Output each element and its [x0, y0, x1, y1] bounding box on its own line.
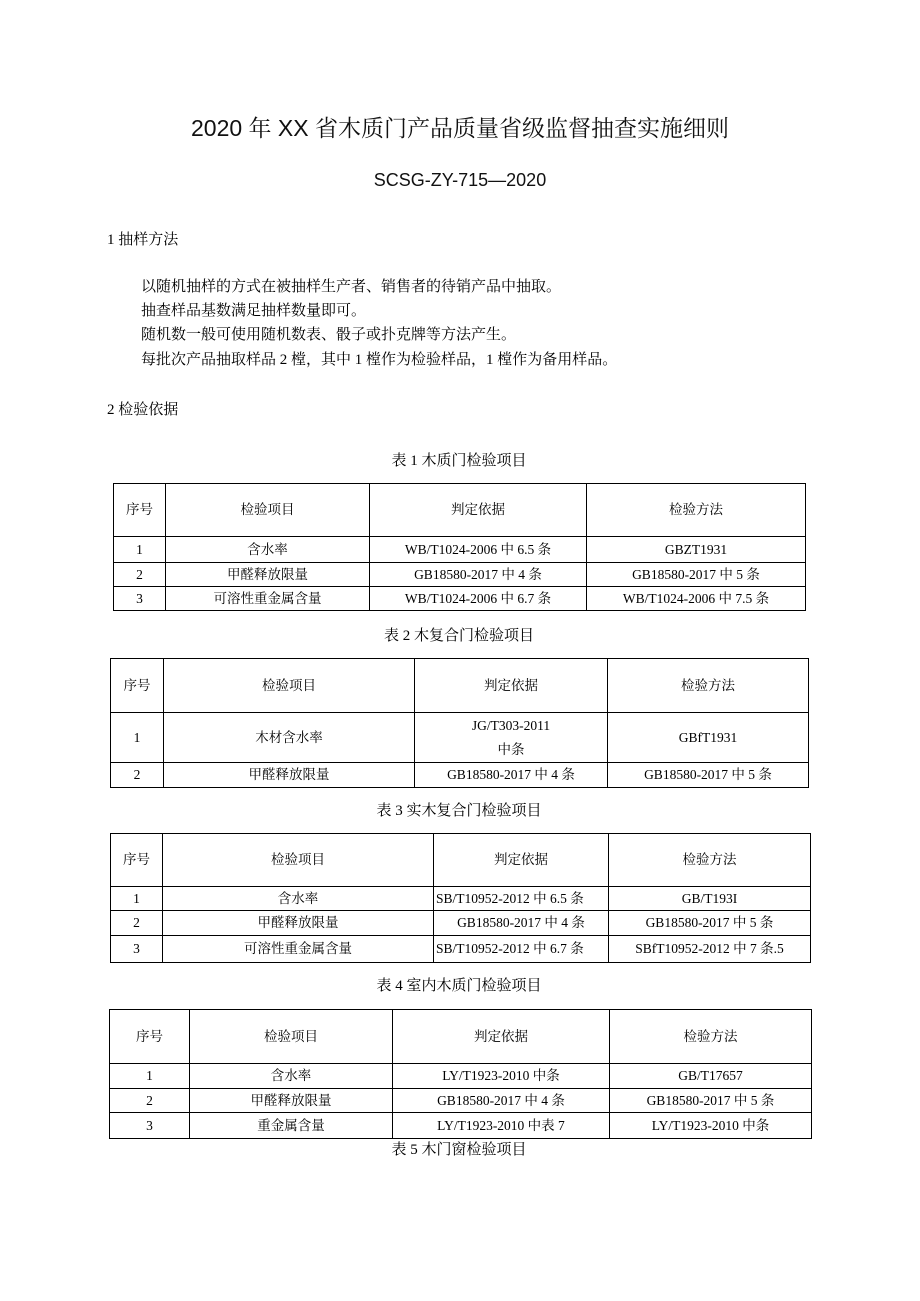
table-header-cell: 序号	[110, 1010, 190, 1064]
table-cell: LY/T1923-2010 中条	[393, 1064, 610, 1089]
table-cell: 1	[111, 887, 163, 911]
table-header-cell: 检验方法	[609, 834, 811, 887]
table-header-cell: 检验项目	[166, 484, 370, 537]
table-header-cell: 检验方法	[610, 1010, 812, 1064]
paragraph: 抽查样品基数满足抽样数量即可。	[141, 303, 367, 319]
table-cell: LY/T1923-2010 中条	[610, 1113, 812, 1139]
table-cell: 2	[111, 763, 164, 788]
table-row	[111, 887, 811, 911]
table-row	[114, 563, 806, 587]
table-cell: SB/T10952-2012 中 6.5 条	[434, 887, 609, 911]
table-cell: GB18580-2017 中 4 条	[415, 763, 608, 788]
table-header-cell: 判定依据	[393, 1010, 610, 1064]
table-header-cell: 检验方法	[608, 659, 809, 713]
table-cell: WB/T1024-2006 中 7.5 条	[587, 587, 806, 611]
table-cell: GBZT1931	[587, 537, 806, 563]
section-heading-basis: 2 检验依据	[107, 402, 179, 418]
table-cell: 甲醛释放限量	[166, 563, 370, 587]
table-header-cell: 检验项目	[190, 1010, 393, 1064]
table-cell: GB18580-2017 中 5 条	[610, 1089, 812, 1113]
table-cell: SBfT10952-2012 中 7 条.5	[609, 936, 811, 963]
table-cell: 3	[111, 936, 163, 963]
paragraph: 每批次产品抽取样品 2 樘，其中 1 樘作为检验样品，1 樘作为备用样品。	[141, 352, 618, 368]
table-row	[111, 936, 811, 963]
table-cell: 木材含水率	[164, 713, 415, 763]
table-cell: GB18580-2017 中 5 条	[608, 763, 809, 788]
table-cell: GBfT1931	[608, 713, 809, 763]
table-cell: GB18580-2017 中 4 条	[370, 563, 587, 587]
table-cell: 重金属含量	[190, 1113, 393, 1139]
table-cell: WB/T1024-2006 中 6.5 条	[370, 537, 587, 563]
table-cell: 2	[110, 1089, 190, 1113]
table-row	[110, 1064, 812, 1089]
table-cell: 含水率	[166, 537, 370, 563]
inspection-table-2	[110, 658, 809, 788]
table-header-row	[111, 659, 809, 713]
document-code: SCSG-ZY-715—2020	[373, 170, 547, 190]
table-cell: 含水率	[163, 887, 434, 911]
table-cell: 可溶性重金属含量	[166, 587, 370, 611]
table-caption: 表 2 木复合门检验项目	[383, 628, 534, 644]
table-row	[111, 713, 809, 763]
table-cell: 甲醛释放限量	[163, 911, 434, 936]
table-row	[114, 587, 806, 611]
table-header-cell: 序号	[111, 834, 163, 887]
table-cell: GB/T193I	[609, 887, 811, 911]
table-header-row	[111, 834, 811, 887]
table-header-row	[110, 1010, 812, 1064]
table-cell: 甲醛释放限量	[190, 1089, 393, 1113]
table-cell: 2	[114, 563, 166, 587]
table-row	[114, 537, 806, 563]
table-cell: GB18580-2017 中 5 条	[609, 911, 811, 936]
table-cell: 可溶性重金属含量	[163, 936, 434, 963]
table-header-cell: 序号	[114, 484, 166, 537]
table-cell: 2	[111, 911, 163, 936]
table-row	[110, 1113, 812, 1139]
table-cell: GB18580-2017 中 5 条	[587, 563, 806, 587]
inspection-table-3	[110, 833, 811, 963]
table-header-cell: 序号	[111, 659, 164, 713]
table-cell: GB18580-2017 中 4 条	[434, 911, 609, 936]
table-caption: 表 4 室内木质门检验项目	[376, 978, 542, 994]
table-cell: GB18580-2017 中 4 条	[393, 1089, 610, 1113]
table-header-cell: 判定依据	[434, 834, 609, 887]
table-cell: 含水率	[190, 1064, 393, 1089]
table-cell: 3	[110, 1113, 190, 1139]
table-cell: 1	[114, 537, 166, 563]
table-caption: 表 1 木质门检验项目	[391, 453, 527, 469]
table-cell: LY/T1923-2010 中表 7	[393, 1113, 610, 1139]
table-caption: 表 5 木门窗检验项目	[391, 1142, 527, 1158]
paragraph: 以随机抽样的方式在被抽样生产者、销售者的待销产品中抽取。	[141, 279, 562, 295]
table-cell: WB/T1024-2006 中 6.7 条	[370, 587, 587, 611]
table-cell: JG/T303-2011 中条	[415, 713, 608, 763]
table-cell: 1	[110, 1064, 190, 1089]
table-row	[110, 1089, 812, 1113]
table-cell: 1	[111, 713, 164, 763]
table-cell: GB/T17657	[610, 1064, 812, 1089]
table-caption: 表 3 实木复合门检验项目	[376, 803, 542, 819]
table-header-row	[114, 484, 806, 537]
inspection-table-4	[109, 1009, 812, 1139]
document-title: 2020 年 XX 省木质门产品质量省级监督抽查实施细则	[190, 115, 730, 141]
table-cell: 3	[114, 587, 166, 611]
table-row	[111, 763, 809, 788]
table-cell: 甲醛释放限量	[164, 763, 415, 788]
inspection-table-1	[113, 483, 806, 611]
table-header-cell: 检验项目	[163, 834, 434, 887]
table-cell: SB/T10952-2012 中 6.7 条	[434, 936, 609, 963]
table-header-cell: 检验项目	[164, 659, 415, 713]
paragraph: 随机数一般可使用随机数表、骰子或扑克牌等方法产生。	[141, 327, 517, 343]
section-heading-sampling: 1 抽样方法	[107, 232, 179, 248]
table-row	[111, 911, 811, 936]
table-header-cell: 判定依据	[415, 659, 608, 713]
table-header-cell: 判定依据	[370, 484, 587, 537]
table-header-cell: 检验方法	[587, 484, 806, 537]
